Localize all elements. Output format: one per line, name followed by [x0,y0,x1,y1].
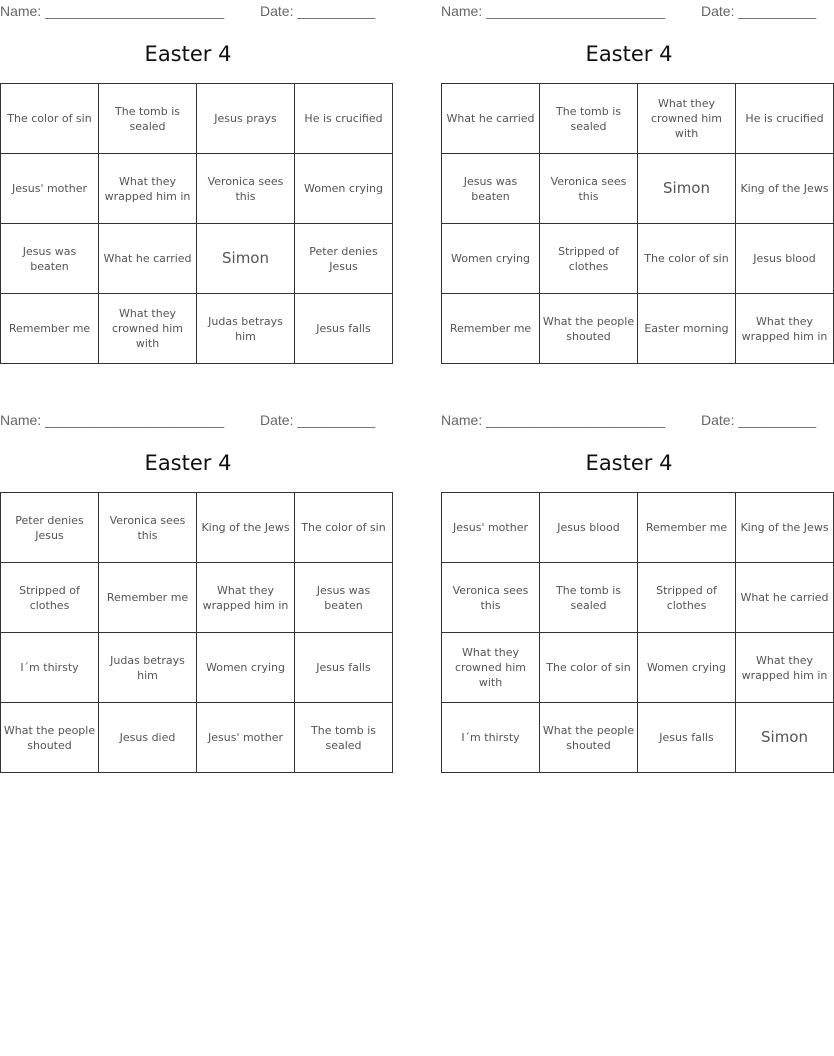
grid-cell: Veronica sees this [540,154,638,224]
grid-row [1,633,393,703]
grid-cell: The tomb is sealed [295,703,393,773]
date-field-label: Date: __________ [260,3,376,19]
card-title: Easter 4 [144,451,232,475]
grid-cell: Jesus blood [540,493,638,563]
card-title: Easter 4 [585,42,673,66]
grid-cell: Remember me [638,493,736,563]
date-field-label: Date: __________ [260,412,376,428]
grid-cell: Stripped of clothes [1,563,99,633]
name-field-label: Name: _______________________ [0,3,225,19]
grid-cell: What they crowned him with [638,84,736,154]
grid-cell: Jesus was beaten [295,563,393,633]
name-field-label: Name: _______________________ [441,3,666,19]
grid-cell: What they wrapped him in [736,294,834,364]
grid-cell: Stripped of clothes [638,563,736,633]
grid-cell: King of the Jews [736,154,834,224]
grid-cell: Veronica sees this [197,154,295,224]
grid-row [442,703,834,773]
grid-row [442,493,834,563]
bingo-card-4 [441,409,829,774]
bingo-grid [441,492,834,773]
grid-row [442,154,834,224]
grid-row [1,84,393,154]
grid-row [442,633,834,703]
grid-row [1,493,393,563]
grid-cell: The tomb is sealed [540,563,638,633]
bingo-card-3 [0,409,386,774]
bingo-grid [0,492,393,773]
grid-cell: What they wrapped him in [197,563,295,633]
grid-cell-free: Simon [638,154,736,224]
grid-cell: What he carried [736,563,834,633]
grid-cell: He is crucified [736,84,834,154]
grid-cell: He is crucified [295,84,393,154]
bingo-grid [0,83,393,364]
grid-cell: The color of sin [1,84,99,154]
grid-cell: Veronica sees this [442,563,540,633]
grid-cell: What they wrapped him in [99,154,197,224]
grid-cell: The tomb is sealed [99,84,197,154]
grid-cell: Women crying [197,633,295,703]
bingo-card-2 [441,0,829,365]
grid-row [1,294,393,364]
grid-cell: Remember me [442,294,540,364]
grid-cell: King of the Jews [736,493,834,563]
grid-cell: Women crying [442,224,540,294]
grid-cell: What the people shouted [1,703,99,773]
grid-cell: Jesus was beaten [1,224,99,294]
grid-cell: Easter morning [638,294,736,364]
grid-cell: Jesus blood [736,224,834,294]
grid-cell: What they wrapped him in [736,633,834,703]
grid-cell: I´m thirsty [442,703,540,773]
grid-cell: Jesus falls [638,703,736,773]
grid-cell: What the people shouted [540,703,638,773]
grid-cell: The tomb is sealed [540,84,638,154]
grid-row [1,224,393,294]
grid-row [442,294,834,364]
card-title: Easter 4 [144,42,232,66]
grid-row [442,224,834,294]
grid-cell: Jesus prays [197,84,295,154]
grid-row [442,84,834,154]
grid-cell: Remember me [99,563,197,633]
grid-cell: Judas betrays him [99,633,197,703]
grid-cell: I´m thirsty [1,633,99,703]
grid-cell: What they crowned him with [99,294,197,364]
grid-cell: What he carried [99,224,197,294]
grid-cell: The color of sin [295,493,393,563]
name-field-label: Name: _______________________ [441,412,666,428]
grid-cell-free: Simon [197,224,295,294]
grid-cell-free: Simon [736,703,834,773]
grid-cell: King of the Jews [197,493,295,563]
grid-cell: Peter denies Jesus [1,493,99,563]
grid-cell: Stripped of clothes [540,224,638,294]
grid-cell: Women crying [638,633,736,703]
grid-row [442,563,834,633]
grid-row [1,154,393,224]
name-field-label: Name: _______________________ [0,412,225,428]
bingo-grid [441,83,834,364]
bingo-card-1 [0,0,383,365]
grid-cell: Jesus was beaten [442,154,540,224]
grid-cell: Jesus' mother [1,154,99,224]
grid-cell: Remember me [1,294,99,364]
grid-cell: What they crowned him with [442,633,540,703]
grid-cell: Peter denies Jesus [295,224,393,294]
grid-cell: The color of sin [540,633,638,703]
grid-cell: Veronica sees this [99,493,197,563]
date-field-label: Date: __________ [701,3,817,19]
grid-cell: Jesus' mother [197,703,295,773]
grid-cell: Jesus' mother [442,493,540,563]
grid-cell: Jesus falls [295,633,393,703]
grid-cell: Jesus died [99,703,197,773]
date-field-label: Date: __________ [701,412,817,428]
grid-cell: What the people shouted [540,294,638,364]
grid-cell: Judas betrays him [197,294,295,364]
grid-cell: What he carried [442,84,540,154]
grid-cell: Jesus falls [295,294,393,364]
grid-row [1,703,393,773]
grid-cell: The color of sin [638,224,736,294]
grid-cell: Women crying [295,154,393,224]
card-title: Easter 4 [585,451,673,475]
grid-row [1,563,393,633]
